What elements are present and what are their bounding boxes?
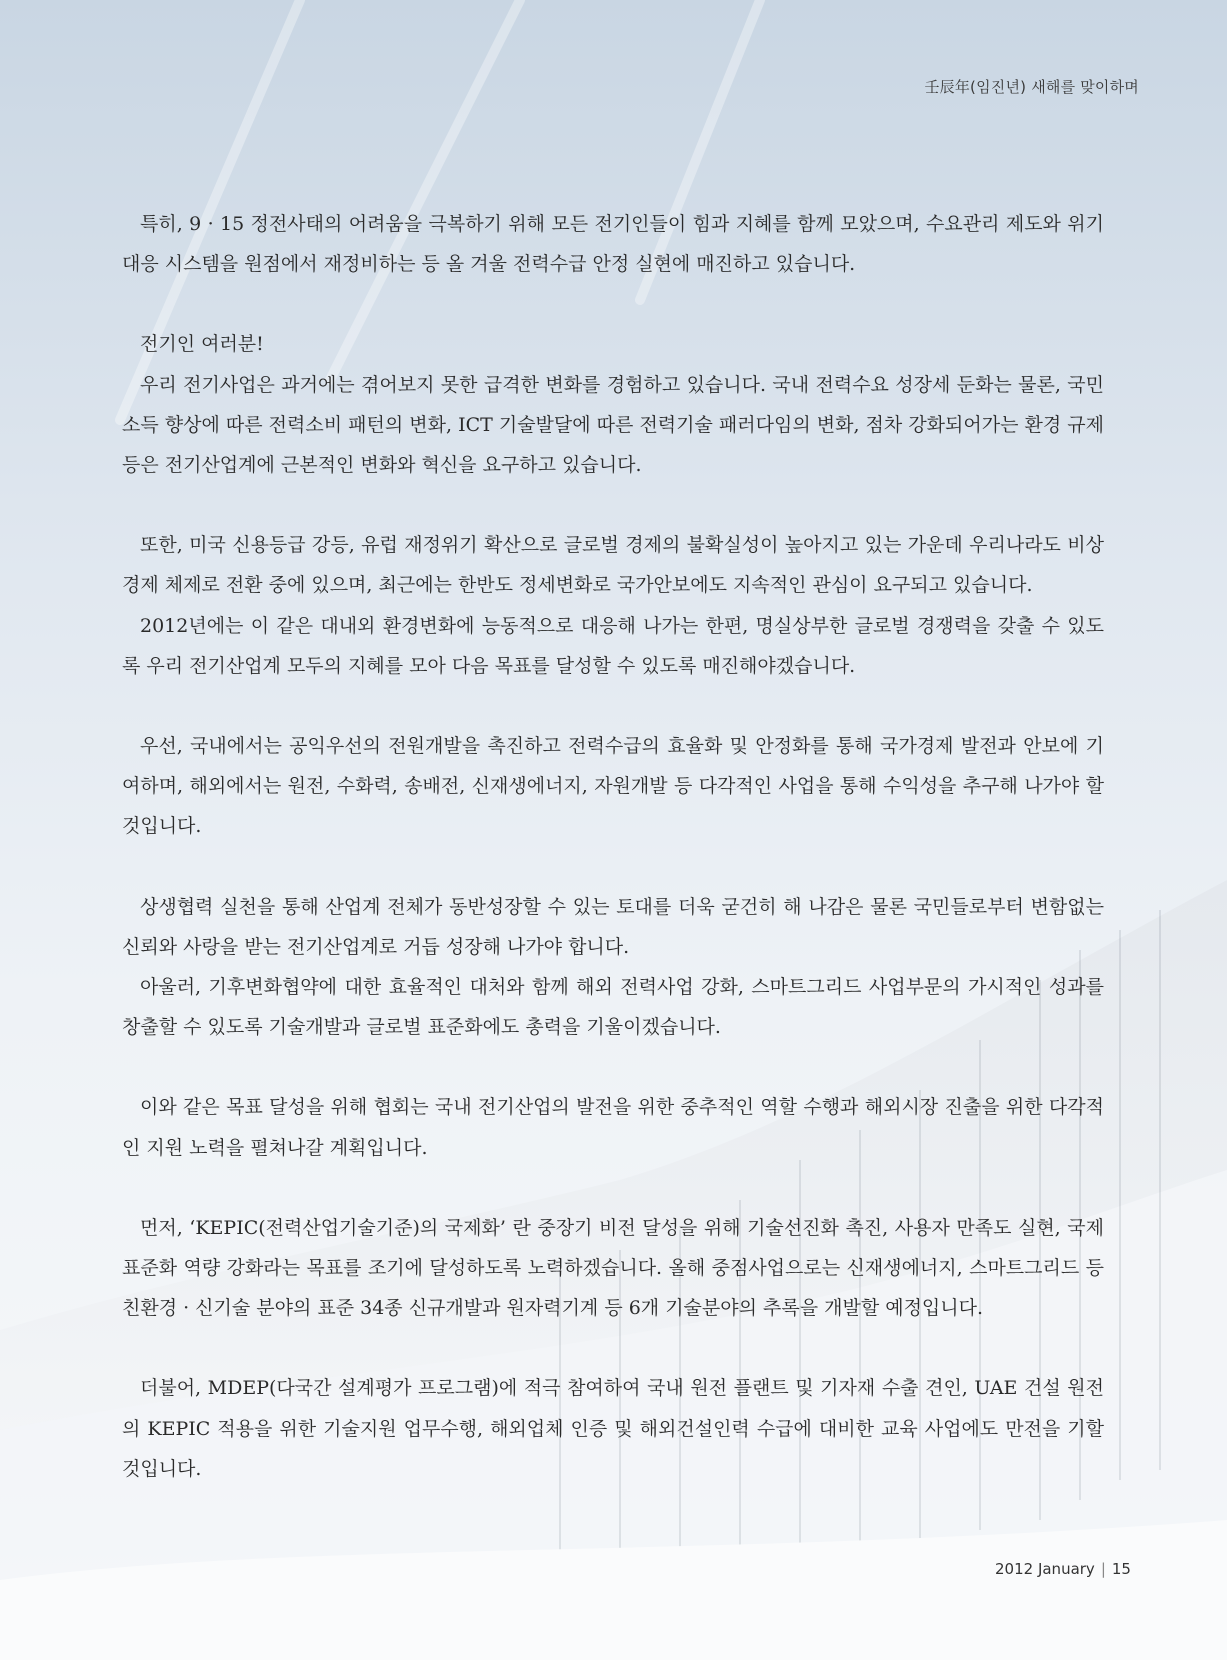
paragraph: 우리 전기사업은 과거에는 겪어보지 못한 급격한 변화를 경험하고 있습니다. 국내 전력수요 성장세 둔화는 물론, 국민소득 향상에 따른 전력소비 패턴의 변화, ICT 기술발달에 따른 전력기술 패러다임의 변화, 점차 강화되어가는 환경 규제 등은 전기산업계에 근본적인 변화와 혁신을 요구하고 있습니다.: [122, 373, 1104, 477]
paragraph: 아울러, 기후변화협약에 대한 효율적인 대처와 함께 해외 전력사업 강화, 스마트그리드 사업부문의 가시적인 성과를 창출할 수 있도록 기술개발과 글로벌 표준화에도 총력을 기울이겠습니다.: [122, 976, 1104, 1039]
paragraph: 또한, 미국 신용등급 강등, 유럽 재정위기 확산으로 글로벌 경제의 불확실성이 높아지고 있는 가운데 우리나라도 비상경제 체제로 전환 중에 있으며, 최근에는 한반도 정세변화로 국가안보에도 지속적인 관심이 요구되고 있습니다.: [122, 534, 1104, 597]
article-body: [122, 204, 1104, 1489]
paragraph: 전기인 여러분!: [140, 333, 264, 356]
paragraph: 먼저, ‘KEPIC(전력산업기술기준)의 국제화’ 란 중장기 비전 달성을 위해 기술선진화 촉진, 사용자 만족도 실현, 국제표준화 역량 강화라는 목표를 조기에 달성하도록 노력하겠습니다. 올해 중점사업으로는 신재생에너지, 스마트그리드 등 친환경 · 신기술 분야의 표준 34종 신규개발과 원자력기계 등 6개 기술분야의 추록을 개발할 예정입니다.: [122, 1216, 1104, 1320]
paragraph: 더불어, MDEP(다국간 설계평가 프로그램)에 적극 참여하여 국내 원전 플랜트 및 기자재 수출 견인, UAE 건설 원전의 KEPIC 적용을 위한 기술지원 업무수행, 해외업체 인증 및 해외건설인력 수급에 대비한 교육 사업에도 만전을 기할 것입니다.: [122, 1377, 1104, 1480]
running-header: 壬辰年(임진년) 새해를 맞이하며: [924, 78, 1139, 96]
paragraph: 이와 같은 목표 달성을 위해 협회는 국내 전기산업의 발전을 위한 중추적인 역할 수행과 해외시장 진출을 위한 다각적인 지원 노력을 펼쳐나갈 계획입니다.: [122, 1096, 1104, 1159]
footer-separator: |: [1100, 1560, 1106, 1578]
paragraph: 우선, 국내에서는 공익우선의 전원개발을 촉진하고 전력수급의 효율화 및 안정화를 통해 국가경제 발전과 안보에 기여하며, 해외에서는 원전, 수화력, 송배전, 신재생에너지, 자원개발 등 다각적인 사업을 통해 수익성을 추구해 나가야 할 것입니다.: [122, 735, 1104, 838]
issue-date: 2012 January: [995, 1560, 1095, 1578]
page-number: 15: [1111, 1560, 1131, 1578]
paragraph: 2012년에는 이 같은 대내외 환경변화에 능동적으로 대응해 나가는 한편, 명실상부한 글로벌 경쟁력을 갖출 수 있도록 우리 전기산업계 모두의 지혜를 모아 다음 목표를 달성할 수 있도록 매진해야겠습니다.: [122, 614, 1104, 677]
paragraph: 상생협력 실천을 통해 산업계 전체가 동반성장할 수 있는 토대를 더욱 굳건히 해 나감은 물론 국민들로부터 변함없는 신뢰와 사랑을 받는 전기산업계로 거듭 성장해 나가야 합니다.: [122, 895, 1104, 958]
page-footer: [995, 1560, 1131, 1578]
paragraph: 특히, 9 · 15 정전사태의 어려움을 극복하기 위해 모든 전기인들이 힘과 지혜를 함께 모았으며, 수요관리 제도와 위기대응 시스템을 원점에서 재정비하는 등 올 겨울 전력수급 안정 실현에 매진하고 있습니다.: [122, 213, 1104, 276]
